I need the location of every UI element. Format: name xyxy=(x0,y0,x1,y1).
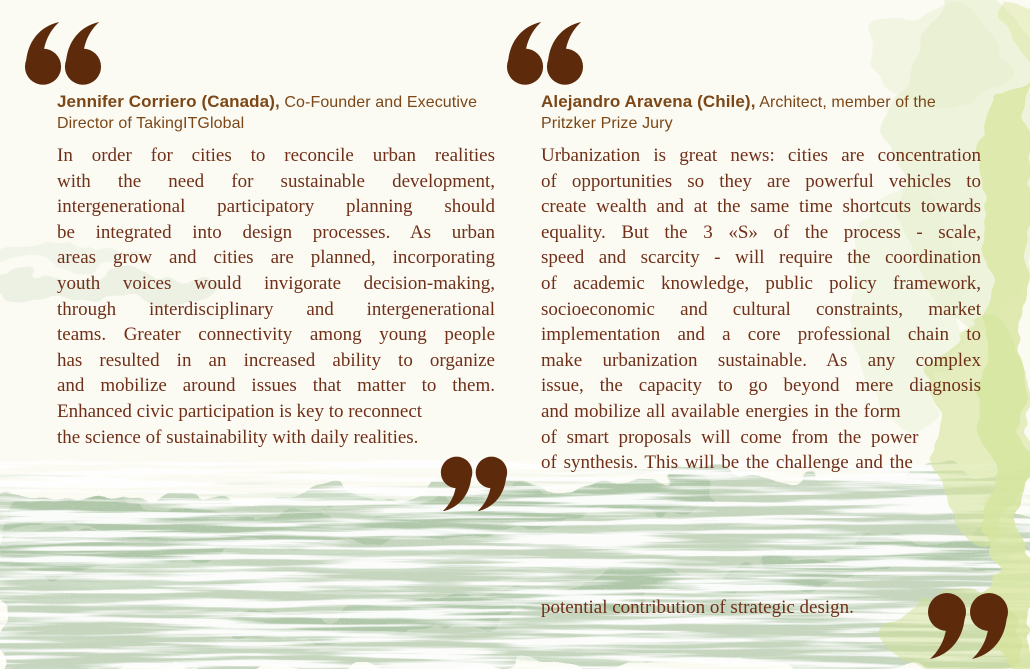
quote-text-line: of opportunities so they are powerful vehicles to xyxy=(541,170,981,192)
quote-text-line: and mobilize all available energies in the form xyxy=(541,400,901,422)
quote-text-line: In order for cities to reconcile urban realities xyxy=(57,145,495,166)
quote-text-line: equality. But the 3 «S» of the process - scale, xyxy=(541,221,981,243)
quote-text-line: the science of sustainability with daily realities. xyxy=(57,426,419,448)
quote-attribution xyxy=(541,91,985,134)
quote-text-line: has resulted in an increased ability to organize xyxy=(57,349,495,371)
quote-text-line: of academic knowledge, public policy framework, xyxy=(541,272,981,294)
quote-text-line: areas grow and cities are planned, incorporating xyxy=(57,247,495,269)
quote-text-line: make urbanization sustainable. As any complex xyxy=(541,349,981,371)
quote-continuation-line: potential contribution of strategic design. xyxy=(541,597,854,618)
quote-text-line: of smart proposals will come from the power xyxy=(541,426,919,448)
open-quote-icon xyxy=(24,22,102,87)
quote-text-line: Enhanced civic participation is key to reconnect xyxy=(57,400,423,422)
quote-text-line: issue, the capacity to go beyond mere diagnosis xyxy=(541,375,981,397)
quote-text-line: with the need for sustainable development, xyxy=(57,170,495,192)
quote-text-line: teams. Greater connectivity among young people xyxy=(57,324,495,346)
author-name: Alejandro Aravena (Chile), xyxy=(541,92,756,111)
quote-text-line: of synthesis. This will be the challenge and the xyxy=(541,452,913,474)
quote-text-line: create wealth and at the same time shortcuts towards xyxy=(541,196,981,218)
author-role: Architect, member of the Pritzker Prize Jury xyxy=(541,94,936,132)
quote-text-line: socioeconomic and cultural constraints, market xyxy=(541,298,981,320)
close-quote-icon xyxy=(440,455,508,511)
quote-text-line: be integrated into design processes. As urban xyxy=(57,221,495,243)
quote-paragraph xyxy=(541,143,981,476)
author-role: Co-Founder and Executive Director of TakingITGlobal xyxy=(57,94,478,132)
quote-attribution xyxy=(57,91,507,134)
quote-text-line: speed and scarcity - will require the coordination xyxy=(541,247,981,269)
quote-text-line: and mobilize around issues that matter to them. xyxy=(57,375,495,397)
quote-text-line: Urbanization is great news: cities are concentration xyxy=(541,145,981,166)
quote-text-line: implementation and a core professional chain to xyxy=(541,324,981,346)
open-quote-icon xyxy=(506,22,584,87)
close-quote-icon xyxy=(927,591,1009,659)
quote-text-line: intergenerational participatory planning should xyxy=(57,196,495,218)
author-name: Jennifer Corriero (Canada), xyxy=(57,92,280,111)
quote-text-line: through interdisciplinary and intergenerational xyxy=(57,298,495,320)
quote-paragraph xyxy=(57,143,495,450)
quote-text-line: youth voices would invigorate decision-making, xyxy=(57,272,495,294)
